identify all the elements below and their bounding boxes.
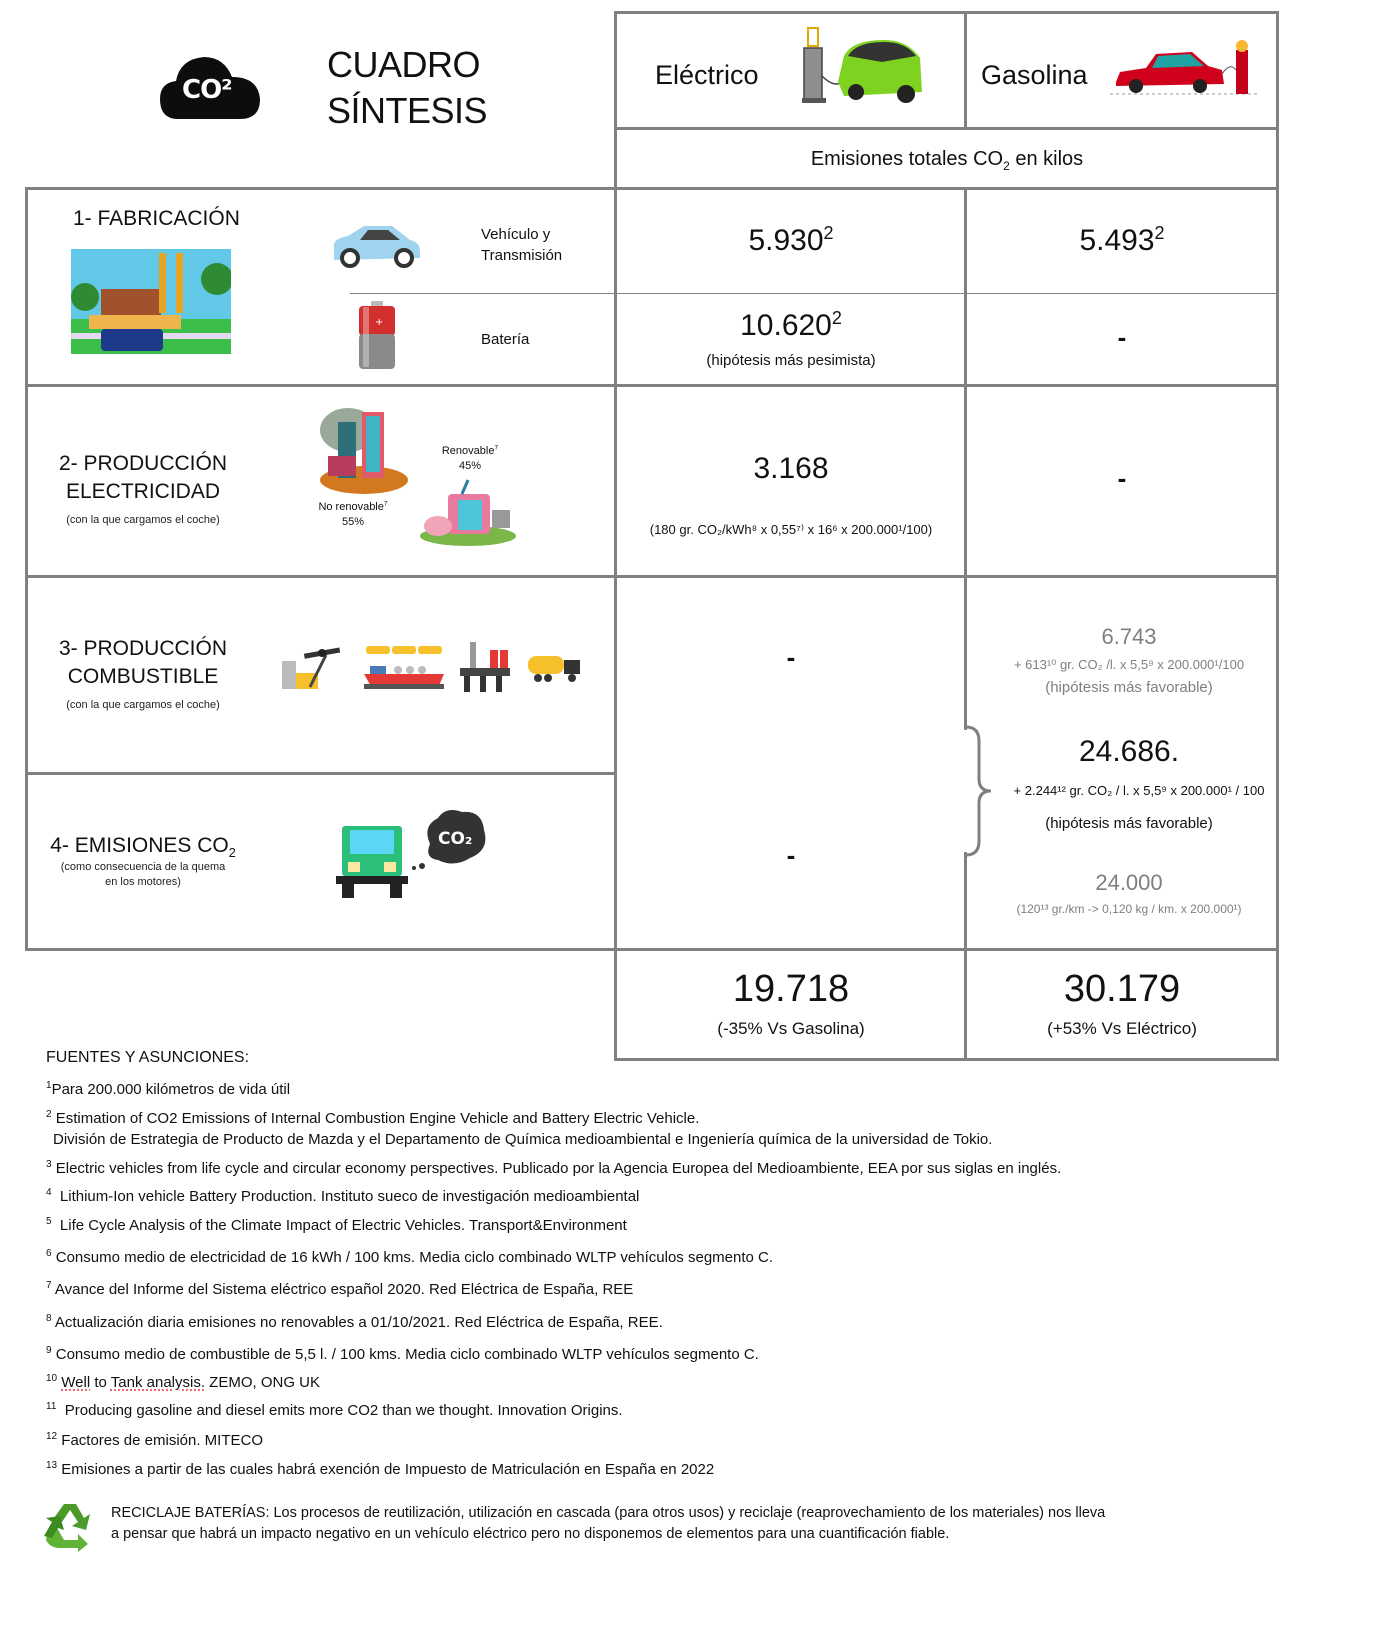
total-electric-note: (-35% Vs Gasolina): [717, 1019, 865, 1038]
section-subtitle: en los motores): [105, 876, 181, 888]
oil-pump-icon: [280, 643, 342, 691]
label-line: Vehículo y: [481, 226, 551, 243]
footnote-text: Producing gasoline and diesel emits more CO2 than we thought. Innovation Origins.: [56, 1402, 623, 1419]
label: Renovable: [441, 445, 495, 457]
value-gasoline-combined: 24.686.: [1078, 735, 1180, 768]
footnote-number: 1: [46, 1080, 52, 1091]
footnote-11: [46, 1401, 623, 1421]
oil-platform-icon: [456, 640, 512, 694]
label-line: Transmisión: [481, 247, 563, 264]
section-subtitle: (como consecuencia de la quema: [60, 861, 226, 873]
value-gasoline-vehiculo: [967, 224, 1277, 258]
footnote-number: 5: [46, 1216, 52, 1227]
footnote-2-cont: División de Estrategia de Producto de Mazda y el Departamento de Química medioambiental e Ingeniería química de la universidad de Tokio.: [53, 1131, 993, 1148]
title-line-2: SÍNTESIS: [327, 90, 488, 131]
total-electric: 19.718: [732, 968, 850, 1010]
battery-icon: [357, 301, 397, 371]
footnote-text: Avance del Informe del Sistema eléctrico español 2020. Red Eléctrica de España, REE: [51, 1281, 634, 1298]
title-text: 4- EMISIONES CO: [50, 834, 229, 857]
footnote-text: Estimation of CO2 Emissions of Internal Combustion Engine Vehicle and Battery Electric Vehicle.: [51, 1110, 700, 1127]
footnote-text: Consumo medio de electricidad de 16 kWh / 100 kms. Media ciclo combinado WLTP vehículos segmento C.: [51, 1249, 774, 1266]
electric-car-icon: [798, 26, 928, 106]
percentage: 55%: [341, 516, 365, 528]
footnote-text: Life Cycle Analysis of the Climate Impact of Electric Vehicles. Transport&Environment: [51, 1217, 627, 1234]
grid-line: [350, 293, 1279, 294]
title-line: 2- PRODUCCIÓN: [58, 452, 227, 475]
formula-gasoline-combustible: + 613¹⁰ gr. CO₂ /l. x 5,5⁹ x 200.000¹/100: [1013, 657, 1245, 672]
footnote-number: 10: [46, 1373, 58, 1384]
nonrenewable-label: [310, 500, 396, 530]
note-gasoline-combined: (hipótesis más favorable): [1045, 815, 1213, 832]
label: No renovable: [318, 501, 384, 513]
footnote-2: [46, 1109, 699, 1129]
footnote-7: [46, 1280, 633, 1300]
svg-text:CO₂: CO₂: [438, 829, 473, 849]
grid-line: [25, 575, 1279, 578]
grid-line: [614, 1058, 1279, 1061]
item-label-bateria: Batería: [481, 331, 530, 348]
footnotes-heading: FUENTES Y ASUNCIONES:: [46, 1049, 250, 1066]
item-label-vehiculo: [481, 224, 562, 266]
units-suffix: en kilos: [1009, 148, 1084, 170]
grid-line: [614, 11, 1279, 14]
footnote-text: Tank analysis.: [110, 1374, 205, 1391]
value-gasoline-emisiones: 24.000: [1095, 870, 1163, 895]
footnote-8: [46, 1313, 663, 1333]
footnote-number: 11: [46, 1401, 57, 1412]
section-title-emisiones: [28, 832, 258, 890]
footnote-text: Emisiones a partir de las cuales habrá exención de Impuesto de Matriculación en España en 2022: [57, 1461, 715, 1478]
footnote-ref: 2: [1154, 223, 1165, 243]
section-title-fabricacion: 1- FABRICACIÓN: [73, 207, 240, 230]
footnote-number: 13: [46, 1460, 58, 1471]
section-subtitle: (con la que cargamos el coche): [66, 514, 220, 526]
value-electric-electricidad: 3.168: [753, 452, 829, 485]
note-gasoline-combustible: (hipótesis más favorable): [1045, 679, 1213, 696]
footnote-text: ZEMO, ONG UK: [205, 1374, 321, 1391]
footnote-10: [46, 1373, 320, 1393]
fuel-truck-icon: [526, 652, 584, 684]
co2-cloud-icon: [158, 55, 262, 121]
footnote-text: to: [90, 1374, 111, 1391]
grid-line: [25, 384, 1279, 387]
page-title: [327, 42, 487, 134]
units-sub: 2: [1003, 159, 1010, 173]
footnote-text: Consumo medio de combustible de 5,5 l. / 100 kms. Media ciclo combinado WLTP vehículos segmento C.: [51, 1346, 759, 1363]
footnote-ref: 2: [831, 308, 842, 328]
footnote-4: [46, 1187, 639, 1207]
section-title-electricidad: [28, 450, 258, 534]
recycle-icon: [42, 1500, 98, 1552]
footnote-5: [46, 1216, 627, 1236]
grid-line: [614, 127, 1279, 130]
value-electric-emisiones: -: [786, 840, 796, 870]
tanker-ship-icon: [362, 644, 446, 692]
value-gasoline-electricidad: -: [1117, 463, 1127, 493]
note-electric-bateria: (hipótesis más pesimista): [706, 352, 876, 369]
footnote-text: Factores de emisión. MITECO: [57, 1432, 264, 1449]
footnote-text: Para 200.000 kilómetros de vida útil: [51, 1081, 291, 1098]
footnote-number: 7: [46, 1280, 52, 1291]
recycling-line: a pensar que habrá un impacto negativo en un vehículo eléctrico pero no disponemos de elementos para una cuantificación fiable.: [111, 1526, 950, 1542]
footnote-ref: 7: [383, 500, 388, 508]
title-line-1: CUADRO: [327, 44, 481, 85]
value-gasoline-combustible: 6.743: [1101, 624, 1157, 649]
title-line: ELECTRICIDAD: [65, 480, 221, 503]
gasoline-car-icon: [1110, 38, 1260, 106]
column-header-gasoline: Gasolina: [981, 60, 1088, 90]
formula-gasoline-emisiones: (120¹³ gr./km -> 0,120 kg / km. x 200.000¹): [1016, 902, 1242, 916]
percentage: 45%: [458, 460, 482, 472]
footnote-9: [46, 1345, 759, 1365]
footnote-3: [46, 1159, 1061, 1179]
factory-illustration-icon: [71, 249, 231, 354]
footnote-number: 3: [46, 1159, 52, 1170]
truck-emission-icon: [330, 806, 490, 906]
value-electric-combustible: -: [786, 642, 796, 672]
footnote-text: Electric vehicles from life cycle and circular economy perspectives. Publicado por la Agencia Europea del Medioambiente, EEA por sus siglas en inglés.: [51, 1160, 1062, 1177]
grid-line: [25, 187, 1279, 190]
footnote-number: 8: [46, 1313, 52, 1324]
grid-line: [25, 948, 1279, 951]
value: 5.930: [748, 224, 824, 257]
value-electric-bateria: [617, 309, 965, 343]
grid-line: [25, 772, 617, 775]
footnote-number: 6: [46, 1248, 52, 1259]
formula-gasoline-combined: + 2.244¹² gr. CO₂ / l. x 5,5⁹ x 200.000¹ / 100: [1013, 783, 1265, 798]
footnote-text: Lithium-Ion vehicle Battery Production. Instituto sueco de investigación medioambiental: [51, 1188, 640, 1205]
value: 10.620: [740, 309, 832, 342]
svg-text:+: +: [375, 317, 384, 328]
footnote-1: [46, 1080, 290, 1100]
title-sub: 2: [228, 846, 236, 861]
recycling-line: RECICLAJE BATERÍAS: Los procesos de reutilización, utilización en cascada (para otros usos) y reciclaje (reaprovechamiento de los materiales) nos lleva: [111, 1505, 1106, 1521]
renewable-plant-icon: [418, 476, 518, 546]
section-subtitle: (con la que cargamos el coche): [66, 699, 220, 711]
footnote-ref: 7: [494, 444, 499, 452]
footnote-13: [46, 1460, 714, 1480]
footnote-ref: 2: [823, 223, 834, 243]
nonrenewable-plant-icon: [318, 400, 410, 496]
footnote-text: Well: [61, 1374, 91, 1391]
footnote-number: 12: [46, 1431, 58, 1442]
value-electric-vehiculo: [617, 224, 965, 258]
footnote-6: [46, 1248, 773, 1268]
recycling-note: [111, 1503, 1105, 1545]
column-header-electric: Eléctrico: [655, 60, 759, 90]
footnote-number: 2: [46, 1109, 52, 1120]
footnote-number: 4: [46, 1187, 52, 1198]
grid-line: [964, 11, 967, 129]
formula-electric-electricidad: (180 gr. CO₂/kWh⁸ x 0,55⁷⁾ x 16⁶ x 200.000¹/100): [649, 522, 933, 537]
total-gasoline: 30.179: [1063, 968, 1181, 1010]
car-icon: [330, 222, 422, 268]
co2-badge-text: CO²: [182, 75, 232, 105]
footnote-12: [46, 1431, 263, 1451]
units-prefix: Emisiones totales CO: [810, 148, 1004, 170]
footnote-text: Actualización diaria emisiones no renovables a 01/10/2021. Red Eléctrica de España, REE.: [51, 1314, 663, 1331]
title-line: 3- PRODUCCIÓN: [58, 637, 227, 660]
title-line: COMBUSTIBLE: [67, 665, 219, 688]
title-line: [28, 832, 258, 860]
value: 5.493: [1079, 224, 1155, 257]
section-title-combustible: [28, 635, 258, 719]
units-header: [617, 148, 1277, 171]
total-gasoline-note: (+53% Vs Eléctrico): [1047, 1019, 1197, 1038]
value-gasoline-bateria: -: [1117, 322, 1127, 352]
renewable-label: [432, 444, 508, 474]
footnote-number: 9: [46, 1345, 52, 1356]
